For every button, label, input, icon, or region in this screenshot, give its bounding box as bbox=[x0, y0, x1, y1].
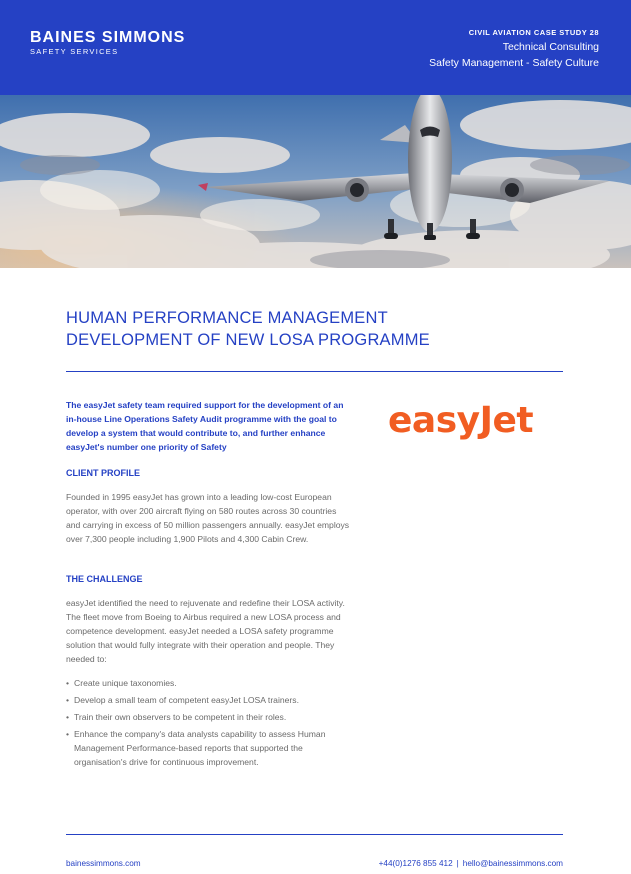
list-item bbox=[66, 727, 356, 769]
bullet-icon: • bbox=[66, 678, 70, 688]
title-line-1: HUMAN PERFORMANCE MANAGEMENT bbox=[66, 309, 388, 327]
list-item bbox=[66, 693, 356, 707]
client-profile-body: Founded in 1995 easyJet has grown into a leading low-cost European operator, with over 200 aircraft flying on 580 routes across 30 countries and carrying in excess of 50 million passengers annually. easyJet employs over 7,300 people including 1,900 Pilots and 4,300 Cabin Crew. bbox=[66, 492, 350, 544]
page-header bbox=[0, 0, 631, 95]
list-item bbox=[66, 676, 356, 690]
list-item-text: Enhance the company's data analysts capability to assess Human Management Performance-based reports that supported the organisation's drive for continuous improvement. bbox=[74, 729, 326, 767]
service-line-1: Technical Consulting bbox=[502, 41, 599, 53]
service-line-2: Safety Management - Safety Culture bbox=[429, 57, 599, 69]
challenge-bullet-list bbox=[66, 676, 356, 772]
airplane-sky-illustration bbox=[0, 95, 631, 268]
footer-website-link[interactable]: bainessimmons.com bbox=[66, 859, 141, 868]
bullet-icon: • bbox=[66, 712, 70, 722]
brand-subtitle: SAFETY SERVICES bbox=[30, 47, 119, 56]
footer-separator: | bbox=[456, 859, 459, 868]
client-profile-heading: CLIENT PROFILE bbox=[66, 468, 140, 478]
case-study-label: CIVIL AVIATION CASE STUDY 28 bbox=[468, 28, 599, 37]
footer-phone[interactable]: +44(0)1276 855 412 bbox=[378, 859, 453, 868]
top-divider bbox=[66, 371, 563, 372]
footer-email-link[interactable]: hello@bainessimmons.com bbox=[462, 859, 563, 868]
list-item-text: Train their own observers to be competent in their roles. bbox=[74, 712, 287, 722]
challenge-heading: THE CHALLENGE bbox=[66, 574, 143, 584]
page-title bbox=[66, 307, 430, 351]
case-study-info bbox=[429, 28, 599, 69]
bottom-divider bbox=[66, 834, 563, 835]
challenge-body: easyJet identified the need to rejuvenate and redefine their LOSA activity. The fleet move from Boeing to Airbus required a new LOSA process and competence development. easyJet needed a LOSA safety programme solution that would fully integrate with their operation and people. They needed to: bbox=[66, 598, 345, 664]
easyjet-logo: easyJet bbox=[388, 400, 534, 441]
lead-paragraph: The easyJet safety team required support for the development of an in-house Line Operations Safety Audit programme with the goal to develop a system that would contribute to, and further enhance easyJet's number one priority of Safety bbox=[66, 400, 344, 452]
list-item bbox=[66, 710, 356, 724]
list-item-text: Develop a small team of competent easyJet LOSA trainers. bbox=[74, 695, 299, 705]
footer-contact bbox=[379, 859, 563, 868]
bullet-icon: • bbox=[66, 729, 70, 739]
hero-airplane-image bbox=[0, 95, 631, 268]
brand-name: BAINES SIMMONS bbox=[30, 29, 186, 46]
title-line-2: DEVELOPMENT OF NEW LOSA PROGRAMME bbox=[66, 331, 430, 349]
bullet-icon: • bbox=[66, 695, 70, 705]
list-item-text: Create unique taxonomies. bbox=[74, 678, 177, 688]
